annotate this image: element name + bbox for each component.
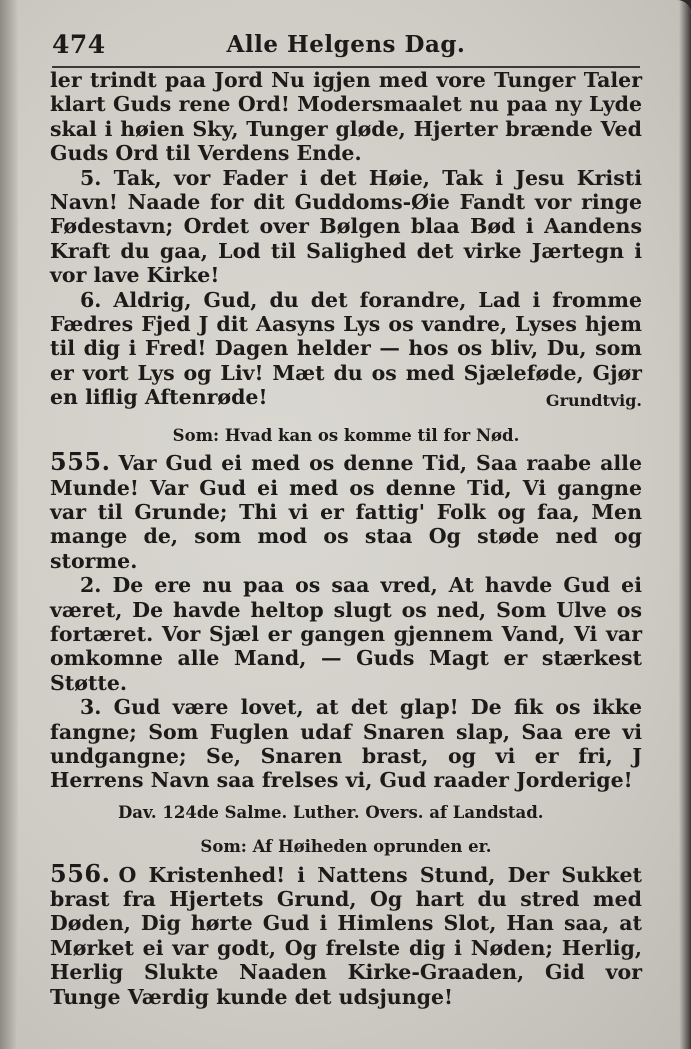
page-binding-shadow: [0, 0, 18, 1049]
hymn-556-melody: Som: Af Høiheden oprunden er.: [200, 837, 492, 857]
hymn-555-verse-3: 3. Gud være lovet, at det glap! De fik os ikke fangne; Som Fuglen udaf Snaren slap, Saa ere vi undgangne; Se, Snaren brast, og vi er fri, J Herrens Navn saa frelses vi, Gud raader Jorderige!: [50, 695, 642, 793]
running-title: Alle Helgens Dag.: [226, 31, 466, 58]
hymn-556-number: 556.: [50, 858, 111, 888]
verse-6-block: [50, 288, 642, 414]
page-header: [52, 28, 640, 68]
verse-5: 5. Tak, vor Fader i det Høie, Tak i Jesu Kristi Navn! Naade for dit Guddoms-Øie Fandt vor ringe Fødestavn; Ordet over Bølgen blaa Bød i Aandens Kraft du gaa, Lod til Salighed det virke Jærtegn i vor lave Kirke!: [50, 165, 642, 288]
page-edge-shadow: [679, 0, 691, 1049]
hymn-555-melody: Som: Hvad kan os komme til for Nød.: [172, 425, 520, 445]
page-body: [50, 68, 642, 1009]
hymn-555-source: Dav. 124de Salme. Luther. Overs. af Landstad.: [118, 802, 544, 822]
hymn-555-verse-1: [50, 447, 642, 573]
hymn-555-verse-1-text: Var Gud ei med os denne Tid, Saa raabe alle Munde! Var Gud ei med os denne Tid, Vi gangne var til Grunde; Thi vi er fattig' Folk og faa, Men mange de, som mod os staa Og støde ned og storme.: [50, 451, 642, 573]
hymn-556-verse-1: [50, 858, 642, 1009]
verse-6-text: 6. Aldrig, Gud, du det forandre, Lad i fromme Fædres Fjed J dit Aasyns Lys os vandre, Lyses hjem til dig i Fred! Dagen helder — hos os bliv, Du, som er vort Lys og Liv! Mæt du os med Sjæleføde, Gjør en liflig Aftenrøde!: [50, 287, 642, 410]
hymn-556-verse-1-text: O Kristenhed! i Nattens Stund, Der Sukket brast fra Hjertets Grund, Og hart du stred med Døden, Dig hørte Gud i Himlens Slot, Han saa, at Mørket ei var godt, Og frelste dig i Nøden; Herlig, Herlig Slukte Naaden Kirke-Graaden, Gid vor Tunge Værdig kunde det udsjunge!: [50, 862, 642, 1009]
continuation-paragraph: ler trindt paa Jord Nu igjen med vore Tunger Taler klart Guds rene Ord! Modersmaalet nu paa ny Lyde skal i høien Sky, Tunger gløde, Hjerter brænde Ved Guds Ord til Verdens Ende.: [50, 68, 642, 166]
page-number: 474: [52, 30, 106, 59]
hymn-555-number: 555.: [50, 447, 111, 477]
hymn-555-verse-2: 2. De ere nu paa os saa vred, At havde Gud ei været, De havde heltop slugt os ned, Som Ulve os fortæret. Vor Sjæl er gangen gjennem Vand, Vi var omkomne alle Mand, — Guds Magt er stærkest Støtte.: [50, 573, 642, 695]
verse-6: [50, 288, 642, 410]
author-credit: Grundtvig.: [545, 391, 642, 411]
